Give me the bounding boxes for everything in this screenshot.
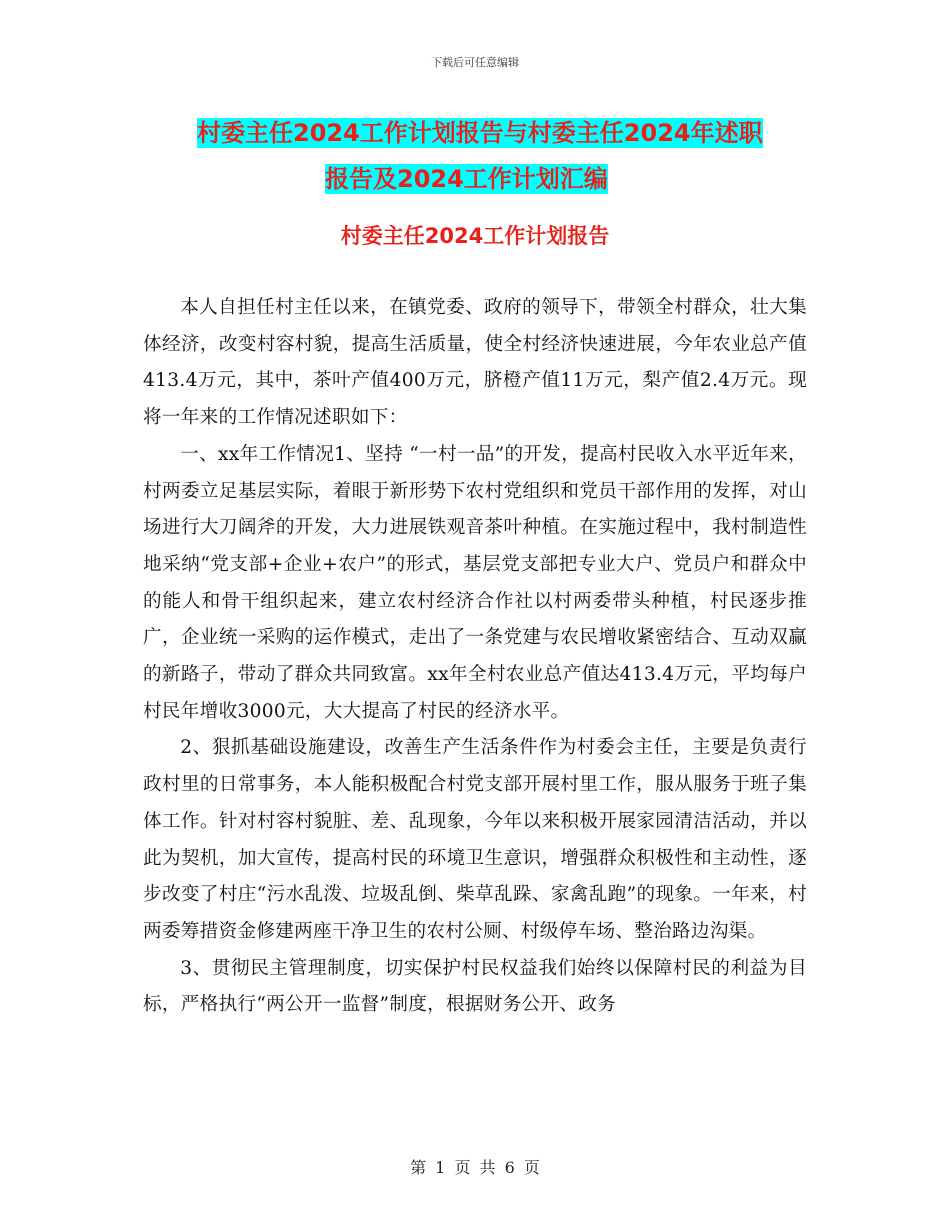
paragraph: 一、xx年工作情况1、坚持 “一村一品”的开发，提高村民收入水平近年来，村两委立足基层实际，着眼于新形势下农村党组织和党员干部作用的发挥，对山场进行大刀阔斧的开发，大力进展铁观音茶叶种植。在实施过程中，我村制造性地采纳“党支部+企业+农户”的形式，基层党支部把专业大户、党员户和群众中的能人和骨干组织起来，建立农村经济合作社以村两委带头种植，村民逐步推广，企业统一采购的运作模式，走出了一条党建与农民增收紧密结合、互动双赢的新路子，带动了群众共同致富。xx年全村农业总产值达413.4万元，平均每户村民年增收3000元，大大提高了村民的经济水平。 bbox=[143, 443, 807, 722]
document-body bbox=[143, 290, 807, 1024]
section-title: 村委主任2024工作计划报告 bbox=[340, 224, 610, 248]
document-title-line-2 bbox=[325, 156, 820, 202]
paragraph: 3、贯彻民主管理制度，切实保护村民权益我们始终以保障村民的利益为目标，严格执行“两公开一监督”制度，根据财务公开、政务 bbox=[143, 957, 807, 1016]
title-line-1-text: 村委主任2024工作计划报告与村委主任2024年述职 bbox=[197, 119, 763, 147]
title-line-2-text: 报告及2024工作计划汇编 bbox=[325, 165, 608, 193]
document-title-line-1 bbox=[197, 110, 820, 156]
page-number-footer: 第 1 页 共 6 页 bbox=[410, 1158, 540, 1177]
paragraph: 本人自担任村主任以来，在镇党委、政府的领导下，带领全村群众，壮大集体经济，改变村容村貌，提高生活质量，使全村经济快速进展，今年农业总产值413.4万元，其中，茶叶产值400万元，脐橙产值11万元，梨产值2.4万元。现将一年来的工作情况述职如下： bbox=[143, 297, 807, 429]
page-header-note: 下载后可任意编辑 bbox=[431, 56, 519, 69]
document-title bbox=[180, 110, 820, 202]
paragraph: 2、狠抓基础设施建设，改善生产生活条件作为村委会主任，主要是负责行政村里的日常事务，本人能积极配合村党支部开展村里工作，服从服务于班子集体工作。针对村容村貌脏、差、乱现象，今年以来积极开展家园清洁活动，并以此为契机，加大宣传，提高村民的环境卫生意识，增强群众积极性和主动性，逐步改变了村庄“污水乱泼、垃圾乱倒、柴草乱跺、家禽乱跑”的现象。一年来，村两委筹措资金修建两座干净卫生的农村公厕、村级停车场、整治路边沟渠。 bbox=[143, 737, 807, 942]
